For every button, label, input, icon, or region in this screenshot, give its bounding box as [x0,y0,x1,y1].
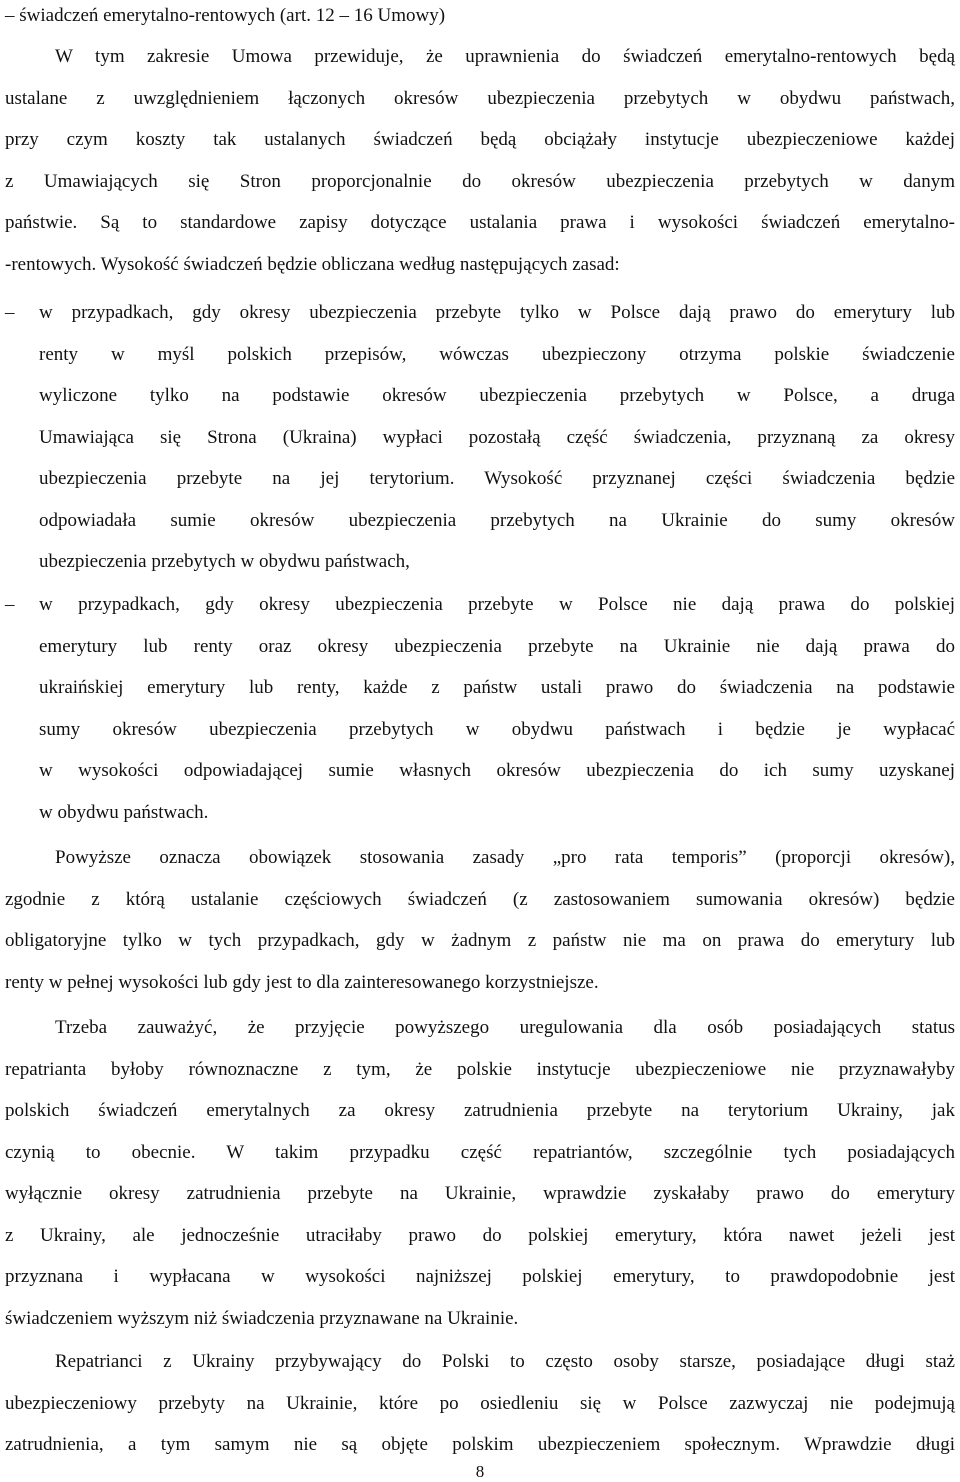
paragraph-line: W tym zakresie Umowa przewiduje, że uprawnienia do świadczeń emerytalno-rentowych będą [55,46,955,67]
paragraph-2 [5,837,955,1003]
paragraph-line: ubezpieczenia przebytych w obydwu państwach, [39,551,410,572]
paragraph-line: Repatrianci z Ukrainy przybywający do Polski to często osoby starsze, posiadające długi staż [55,1351,955,1372]
paragraph-line: świadczeniem wyższym niż świadczenia przyznawane na Ukrainie. [5,1307,519,1329]
paragraph-line: Trzeba zauważyć, że przyjęcie powyższego uregulowania dla osób posiadających status [55,1017,955,1038]
paragraph-line: obligatoryjne tylko w tych przypadkach, gdy w żadnym z państw nie ma on prawa do emerytury lub [5,930,955,951]
bullet-text [39,292,955,583]
paragraph-3 [5,1007,955,1339]
paragraph-line: w przypadkach, gdy okresy ubezpieczenia przebyte tylko w Polsce dają prawo do emerytury lub [39,302,955,323]
paragraph-line: z Umawiających się Stron proporcjonalnie do okresów ubezpieczenia przebytych w danym [5,170,955,192]
paragraph-line: repatrianta byłoby równoznaczne z tym, że polskie instytucje ubezpieczeniowe nie przyznawałyby [5,1058,955,1080]
paragraph-line: w przypadkach, gdy okresy ubezpieczenia przebyte w Polsce nie dają prawa do polskiej [39,594,955,615]
paragraph-line: ustalane z uwzględnieniem łączonych okresów ubezpieczenia przebytych w obydwu państwach, [5,87,955,109]
paragraph-line: sumy okresów ubezpieczenia przebytych w obydwu państwach i będzie je wypłacać [39,718,955,740]
paragraph-line: odpowiadała sumie okresów ubezpieczenia przebytych na Ukrainie do sumy okresów [39,509,955,531]
paragraph-1 [5,36,955,285]
paragraph-line: wyłącznie okresy zatrudnienia przebyte na Ukrainie, wprawdzie zyskałaby prawo do emerytury [5,1183,955,1204]
paragraph-line: czynią to obecnie. W takim przypadku część repatriantów, szczególnie tych posiadających [5,1141,955,1163]
paragraph-line: Umawiająca się Strona (Ukraina) wypłaci pozostałą część świadczenia, przyznaną za okresy [39,426,955,448]
paragraph-line: zgodnie z którą ustalanie częściowych świadczeń (z zastosowaniem sumowania okresów) będzie [5,888,955,910]
paragraph-line: wyliczone tylko na podstawie okresów ubezpieczenia przebytych w Polsce, a druga [39,385,955,406]
top-fragment: – świadczeń emerytalno-rentowych (art. 12 ‒ 16 Umowy) [5,5,446,26]
paragraph-line: emerytury lub renty oraz okresy ubezpieczenia przebyte na Ukrainie nie dają prawa do [39,635,955,657]
paragraph-line: Powyższe oznacza obowiązek stosowania zasady „pro rata temporis” (proporcji okresów), [55,847,955,868]
paragraph-line: ubezpieczeniowy przebyty na Ukrainie, które po osiedleniu się w Polsce zazwyczaj nie podejmują [5,1392,955,1414]
paragraph-line: państwie. Są to standardowe zapisy dotyczące ustalania prawa i wysokości świadczeń emerytalno- [5,212,955,233]
paragraph-line: przy czym koszty tak ustalanych świadczeń będą obciążały instytucje ubezpieczeniowe każdej [5,129,955,150]
paragraph-line: ukraińskiej emerytury lub renty, każde z państw ustali prawo do świadczenia na podstawie [39,677,955,698]
paragraph-line: w obydwu państwach. [39,801,209,823]
paragraph-line: przyznana i wypłacana w wysokości najniższej polskiej emerytury, to prawdopodobnie jest [5,1266,955,1287]
dash-marker: – [5,594,15,615]
paragraph-line: renty w myśl polskich przepisów, wówczas ubezpieczony otrzyma polskie świadczenie [39,343,955,365]
dash-marker: – [5,302,15,323]
bullet-text [39,584,955,833]
paragraph-line: polskich świadczeń emerytalnych za okresy zatrudnienia przebyte na terytorium Ukrainy, jak [5,1100,955,1121]
paragraph-line: ubezpieczenia przebyte na jej terytorium. Wysokość przyznanej części świadczenia będzie [39,468,955,489]
paragraph-line: renty w pełnej wysokości lub gdy jest to dla zainteresowanego korzystniejsze. [5,971,599,993]
paragraph-line: zatrudnienia, a tym samym nie są objęte polskim ubezpieczeniem społecznym. Wprawdzie długi [5,1434,955,1455]
paragraph-line: w wysokości odpowiadającej sumie własnych okresów ubezpieczenia do ich sumy uzyskanej [39,760,955,781]
paragraph-4 [5,1341,955,1466]
paragraph-line: z Ukrainy, ale jednocześnie utraciłaby prawo do polskiej emerytury, która nawet jeżeli jest [5,1224,955,1246]
paragraph-line: -rentowych. Wysokość świadczeń będzie obliczana według następujących zasad: [5,253,620,275]
page-number: 8 [475,1462,485,1481]
